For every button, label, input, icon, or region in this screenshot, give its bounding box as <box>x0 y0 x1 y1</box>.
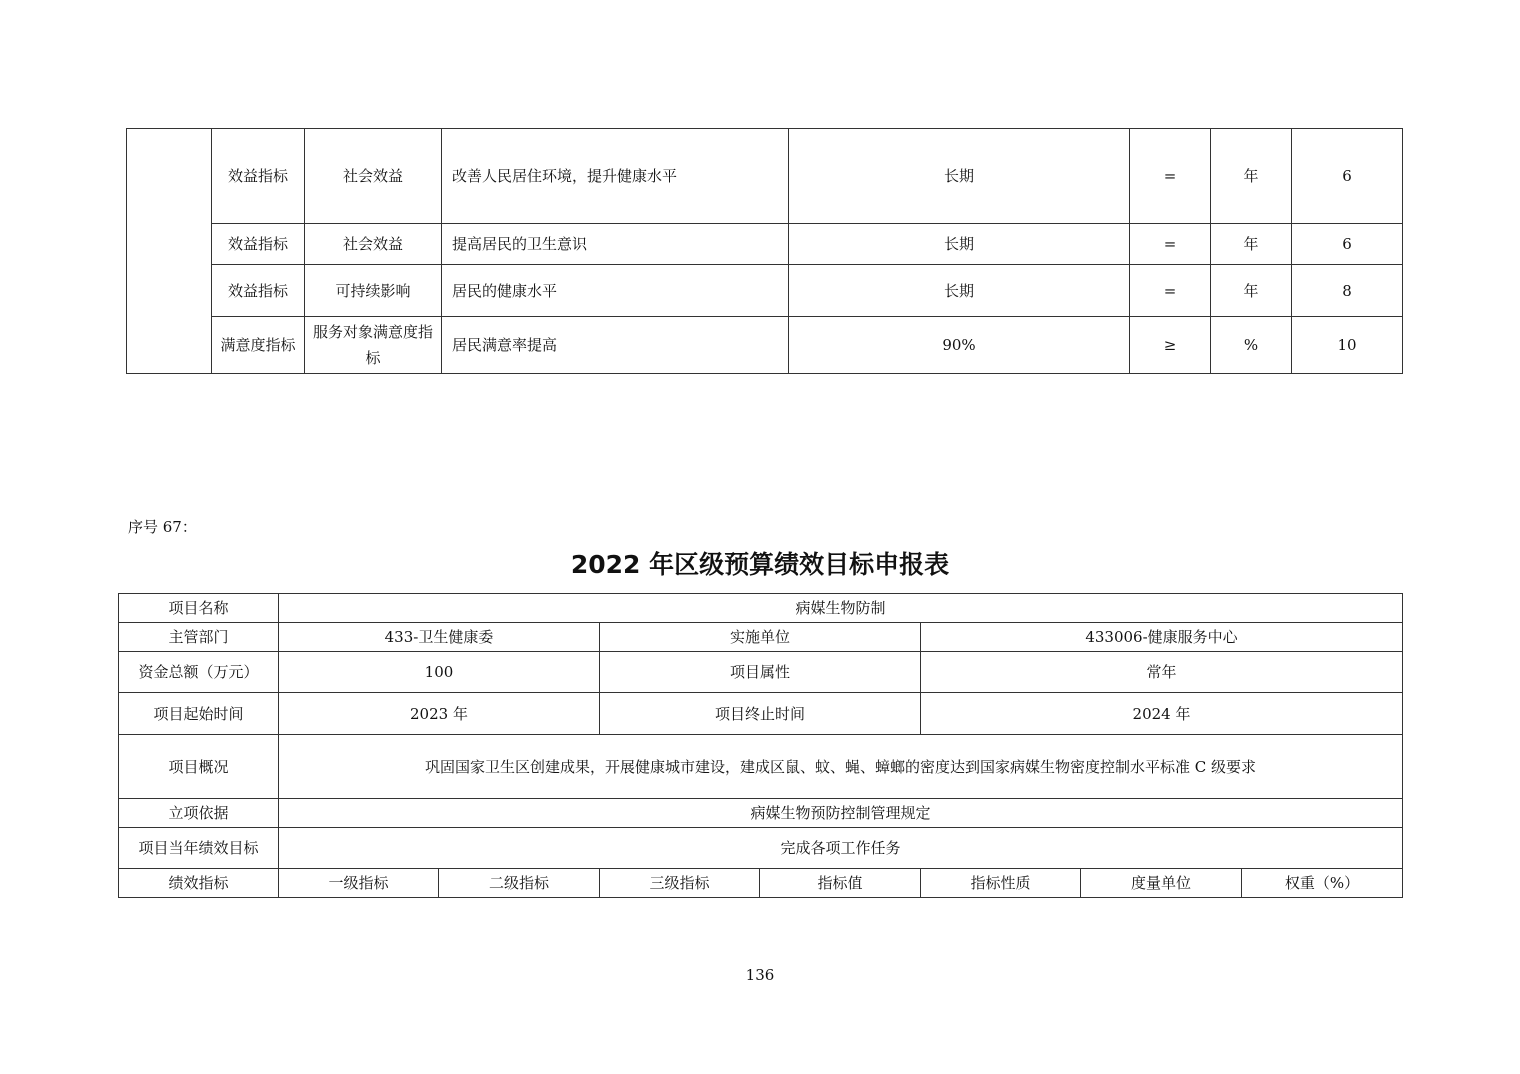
goal-value: 完成各项工作任务 <box>279 828 1403 869</box>
start-time-value: 2023 年 <box>279 693 600 735</box>
end-time-value: 2024 年 <box>921 693 1403 735</box>
table-row <box>127 129 1403 224</box>
level2-indicator: 社会效益 <box>305 224 442 265</box>
level2-indicator: 社会效益 <box>305 129 442 224</box>
header-level2: 二级指标 <box>439 869 600 898</box>
overview-value: 巩固国家卫生区创建成果，开展健康城市建设，建成区鼠、蚊、蝇、蟑螂的密度达到国家病媒生物密度控制水平标准 C 级要求 <box>279 735 1403 799</box>
table-row <box>119 652 1403 693</box>
header-unit: 度量单位 <box>1081 869 1242 898</box>
basis-label: 立项依据 <box>119 799 279 828</box>
table-row <box>119 735 1403 799</box>
level3-indicator: 居民满意率提高 <box>442 317 789 374</box>
fund-label: 资金总额（万元） <box>119 652 279 693</box>
indicator-table-continued <box>126 128 1403 374</box>
dept-value: 433-卫生健康委 <box>279 623 600 652</box>
weight: 8 <box>1292 265 1403 317</box>
end-time-label: 项目终止时间 <box>600 693 921 735</box>
level2-indicator: 可持续影响 <box>305 265 442 317</box>
table-row <box>127 317 1403 374</box>
table-row <box>119 828 1403 869</box>
table-row <box>119 869 1403 898</box>
header-value: 指标值 <box>760 869 921 898</box>
measure-unit: 年 <box>1211 129 1292 224</box>
level1-indicator: 满意度指标 <box>212 317 305 374</box>
indicator-value: 长期 <box>789 129 1130 224</box>
weight: 6 <box>1292 224 1403 265</box>
goal-label: 项目当年绩效目标 <box>119 828 279 869</box>
indicator-nature: = <box>1130 129 1211 224</box>
level3-indicator: 居民的健康水平 <box>442 265 789 317</box>
header-level1: 一级指标 <box>279 869 439 898</box>
indicator-value: 90% <box>789 317 1130 374</box>
header-level3: 三级指标 <box>600 869 760 898</box>
level1-indicator: 效益指标 <box>212 129 305 224</box>
table-row <box>119 799 1403 828</box>
table-row <box>119 623 1403 652</box>
weight: 10 <box>1292 317 1403 374</box>
table-row <box>127 265 1403 317</box>
dept-label: 主管部门 <box>119 623 279 652</box>
sequence-label: 序号 67： <box>128 518 197 536</box>
indicator-nature: ≥ <box>1130 317 1211 374</box>
indicator-value: 长期 <box>789 265 1130 317</box>
measure-unit: % <box>1211 317 1292 374</box>
impl-unit-label: 实施单位 <box>600 623 921 652</box>
weight: 6 <box>1292 129 1403 224</box>
level3-indicator: 提高居民的卫生意识 <box>442 224 789 265</box>
attr-value: 常年 <box>921 652 1403 693</box>
table-row <box>127 224 1403 265</box>
attr-label: 项目属性 <box>600 652 921 693</box>
table-row <box>119 594 1403 623</box>
indicator-value: 长期 <box>789 224 1130 265</box>
merged-category-cell <box>127 129 212 374</box>
level1-indicator: 效益指标 <box>212 224 305 265</box>
measure-unit: 年 <box>1211 265 1292 317</box>
basis-value: 病媒生物预防控制管理规定 <box>279 799 1403 828</box>
level3-indicator: 改善人民居住环境，提升健康水平 <box>442 129 789 224</box>
table-row <box>119 693 1403 735</box>
level1-indicator: 效益指标 <box>212 265 305 317</box>
budget-target-form <box>118 593 1403 898</box>
level2-indicator: 服务对象满意度指标 <box>305 317 442 374</box>
overview-label: 项目概况 <box>119 735 279 799</box>
start-time-label: 项目起始时间 <box>119 693 279 735</box>
indicator-nature: = <box>1130 224 1211 265</box>
fund-value: 100 <box>279 652 600 693</box>
project-name-value: 病媒生物防制 <box>279 594 1403 623</box>
project-name-label: 项目名称 <box>119 594 279 623</box>
indicator-nature: = <box>1130 265 1211 317</box>
header-weight: 权重（%） <box>1242 869 1403 898</box>
form-title: 2022 年区级预算绩效目标申报表 <box>570 550 950 579</box>
page-number: 136 <box>745 966 775 984</box>
indicators-label: 绩效指标 <box>119 869 279 898</box>
measure-unit: 年 <box>1211 224 1292 265</box>
impl-unit-value: 433006-健康服务中心 <box>921 623 1403 652</box>
header-nature: 指标性质 <box>921 869 1081 898</box>
